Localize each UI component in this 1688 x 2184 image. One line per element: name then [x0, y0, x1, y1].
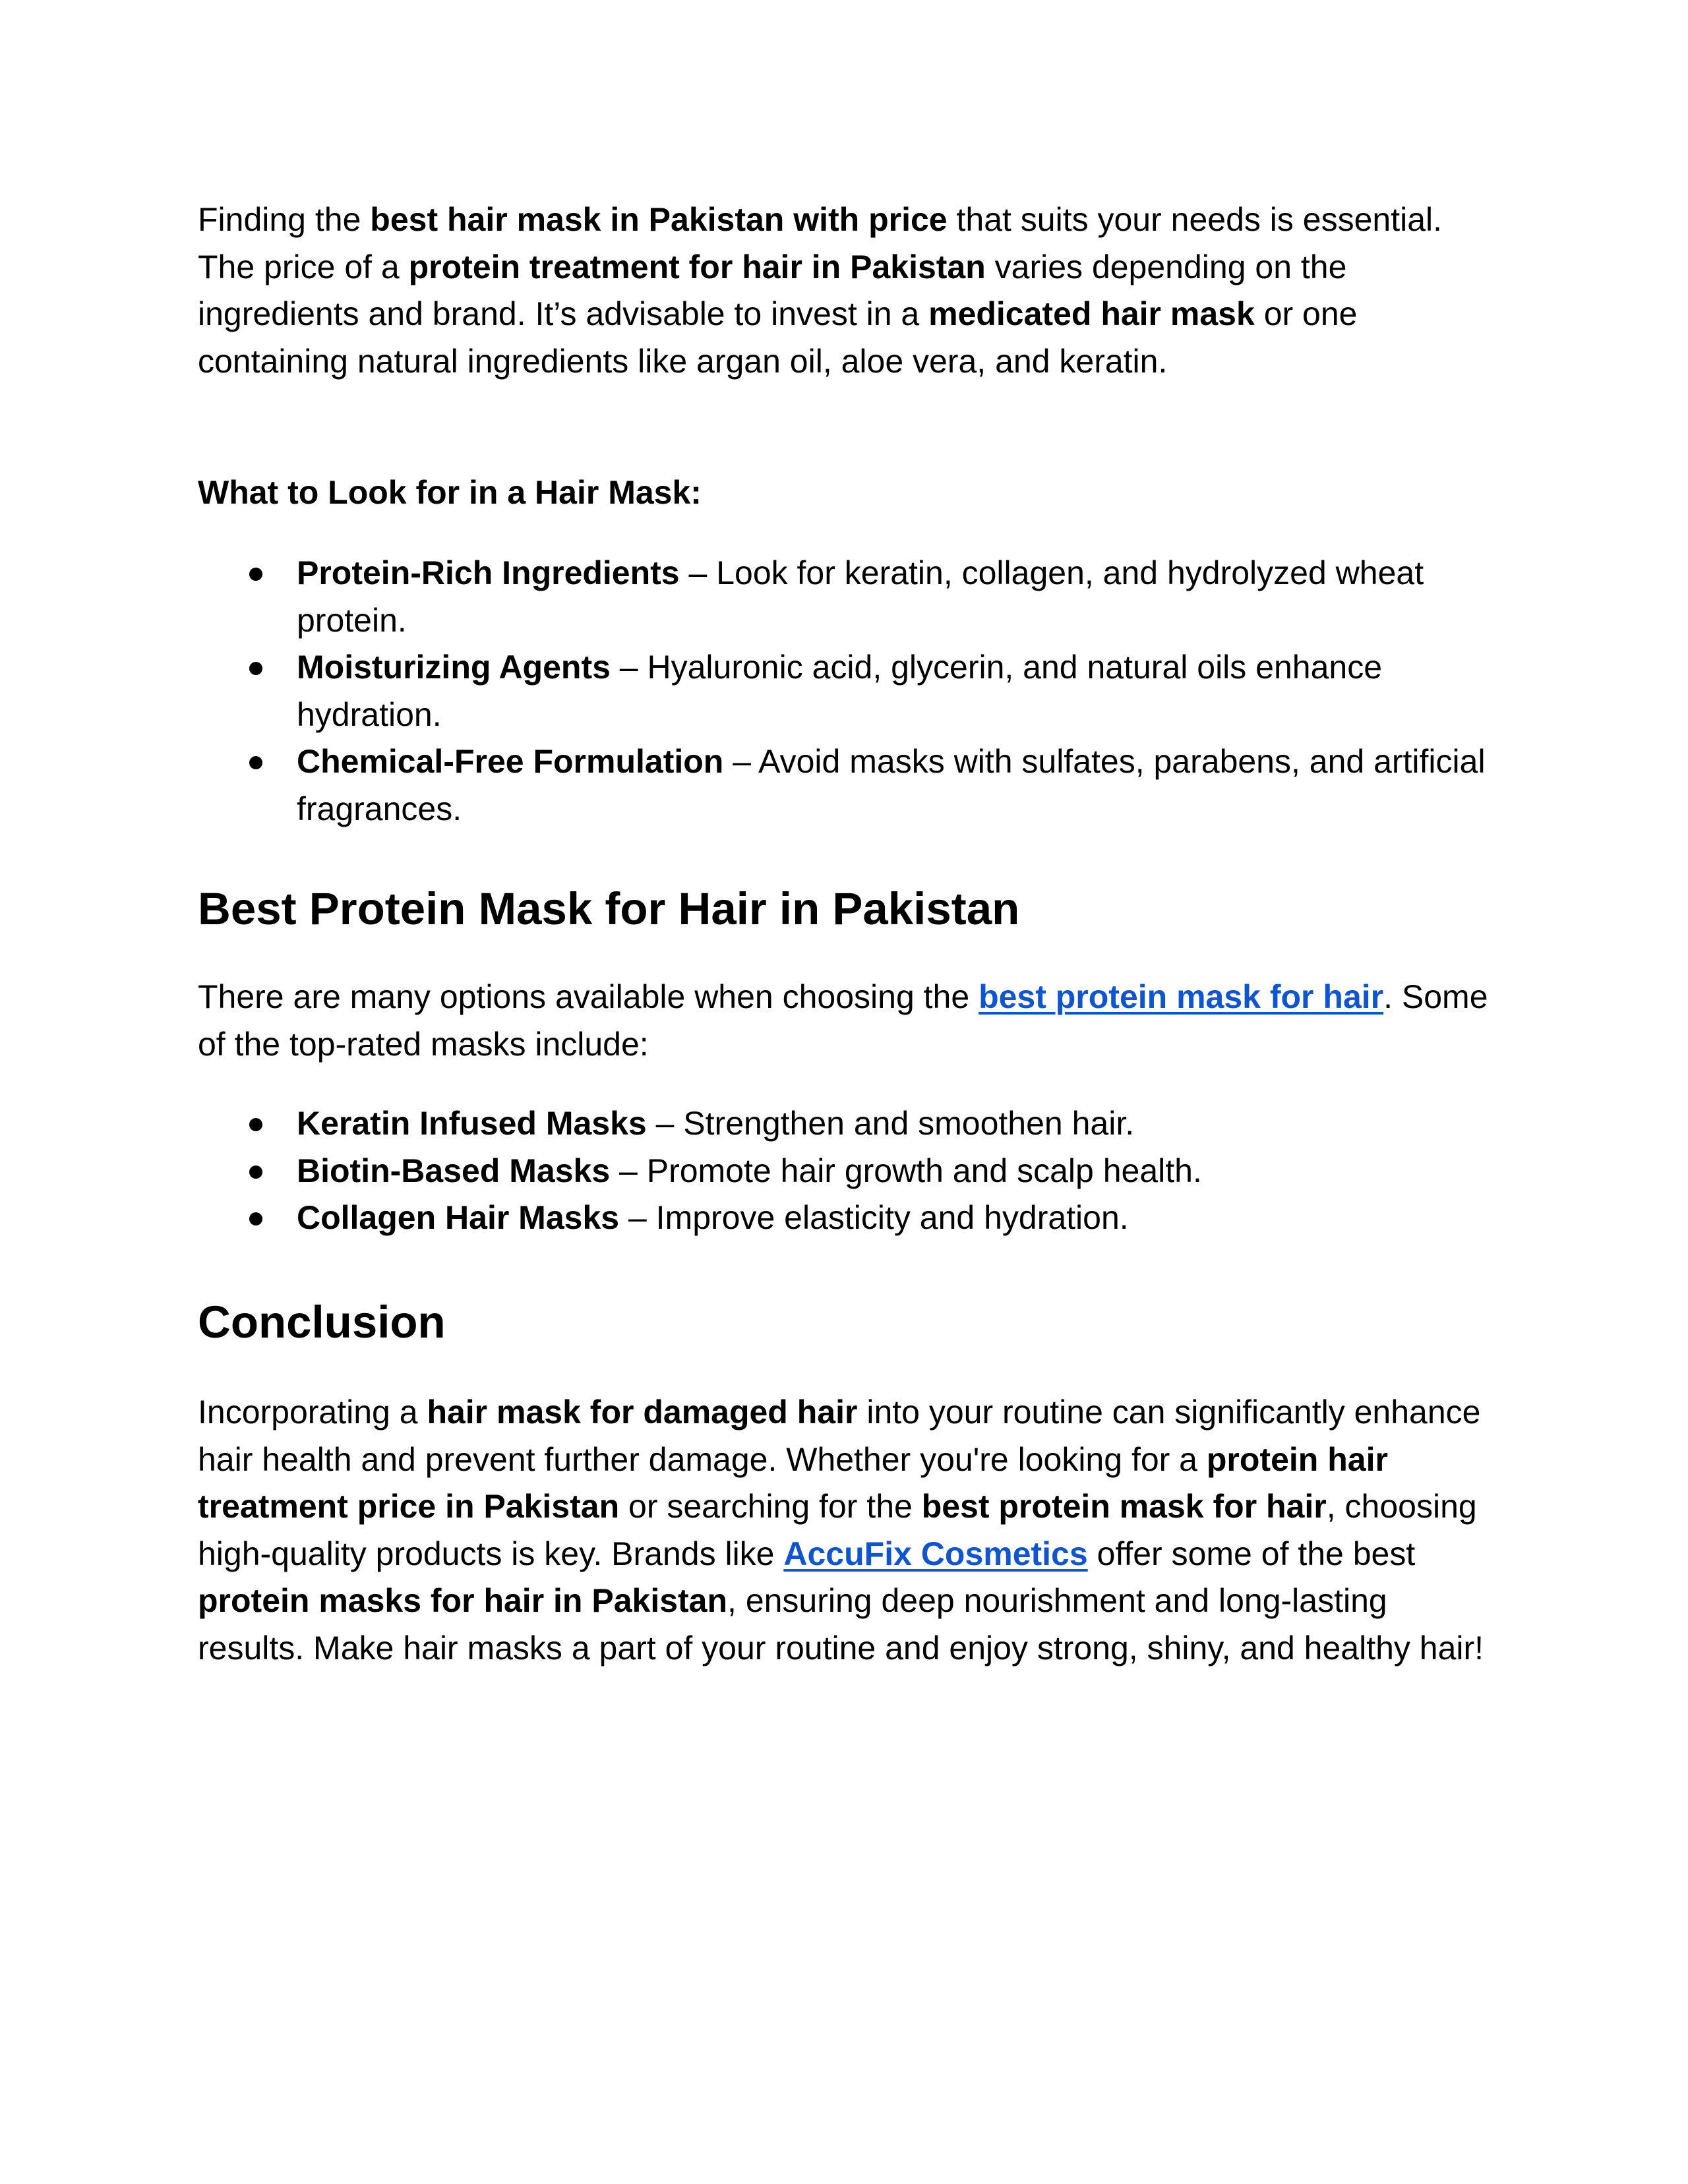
- conclusion-text-3: or searching for the: [619, 1488, 922, 1525]
- bullet-icon: [249, 1118, 262, 1131]
- intro-text-4: or one containing natural ingredients like argan oil, aloe vera, and keratin.: [198, 295, 1358, 380]
- list-item-bold: Keratin Infused Masks: [297, 1105, 647, 1142]
- conclusion-bold-1: hair mask for damaged hair: [427, 1394, 858, 1431]
- conclusion-paragraph: [198, 1389, 1490, 1672]
- protein-paragraph: [198, 974, 1490, 1068]
- list-item-text: – Hyaluronic acid, glycerin, and natural oils enhance hydration.: [297, 649, 1383, 733]
- conclusion-bold-4: protein masks for hair in Pakistan: [198, 1582, 728, 1619]
- list-item: [198, 644, 1490, 738]
- list-item-bold: Moisturizing Agents: [297, 649, 611, 686]
- conclusion-heading: Conclusion: [198, 1297, 446, 1347]
- intro-text-3: varies depending on the ingredients and brand. It’s advisable to invest in a: [198, 248, 1347, 332]
- list-item-text: – Avoid masks with sulfates, parabens, and artificial fragrances.: [297, 743, 1486, 827]
- intro-bold-3: medicated hair mask: [928, 295, 1255, 332]
- list-item: [198, 1100, 1490, 1148]
- conclusion-text-4: , choosing high-quality products is key. Brands like: [198, 1488, 1477, 1572]
- mask-types-list: [198, 1100, 1490, 1242]
- list-item: [198, 738, 1490, 833]
- list-item-bold: Protein-Rich Ingredients: [297, 554, 680, 591]
- intro-bold-2: protein treatment for hair in Pakistan: [408, 248, 986, 285]
- bullet-icon: [249, 662, 262, 675]
- conclusion-text-2: into your routine can significantly enhance hair health and prevent further damage. Whether you're looking for a: [198, 1394, 1481, 1478]
- conclusion-bold-3: best protein mask for hair: [921, 1488, 1327, 1525]
- look-for-list: [198, 550, 1490, 833]
- list-item: [198, 1148, 1490, 1195]
- bullet-icon: [249, 1166, 262, 1179]
- conclusion-text-6: , ensuring deep nourishment and long-lasting results. Make hair masks a part of your routine and enjoy strong, shiny, and healthy hair!: [198, 1582, 1484, 1667]
- list-item: [198, 550, 1490, 644]
- protein-text-2: . Some of the top-rated masks include:: [198, 978, 1488, 1063]
- best-protein-mask-link[interactable]: best protein mask for hair: [979, 978, 1384, 1015]
- bullet-icon: [249, 1212, 262, 1225]
- accufix-cosmetics-link[interactable]: AccuFix Cosmetics: [783, 1535, 1088, 1572]
- list-item-text: – Improve elasticity and hydration.: [619, 1199, 1129, 1236]
- protein-section-heading: Best Protein Mask for Hair in Pakistan: [198, 883, 1020, 934]
- conclusion-text-5: offer some of the best: [1087, 1535, 1416, 1572]
- intro-paragraph: [198, 196, 1490, 385]
- list-item-bold: Chemical-Free Formulation: [297, 743, 724, 780]
- list-item: [198, 1195, 1490, 1242]
- intro-text-2: that suits your needs is essential. The price of a: [198, 201, 1442, 285]
- bullet-icon: [249, 568, 262, 581]
- list-item-bold: Biotin-Based Masks: [297, 1152, 611, 1189]
- look-for-heading: What to Look for in a Hair Mask:: [198, 474, 702, 511]
- list-item-text: – Look for keratin, collagen, and hydrolyzed wheat protein.: [297, 554, 1424, 639]
- conclusion-bold-2: protein hair treatment price in Pakistan: [198, 1440, 1388, 1525]
- list-item-bold: Collagen Hair Masks: [297, 1199, 620, 1236]
- intro-bold-1: best hair mask in Pakistan with price: [370, 201, 948, 238]
- protein-text-1: There are many options available when choosing the: [198, 978, 979, 1015]
- list-item-text: – Promote hair growth and scalp health.: [610, 1152, 1202, 1189]
- bullet-icon: [249, 756, 262, 769]
- conclusion-text-1: Incorporating a: [198, 1394, 427, 1431]
- list-item-text: – Strengthen and smoothen hair.: [646, 1105, 1135, 1142]
- intro-text-1: Finding the: [198, 201, 371, 238]
